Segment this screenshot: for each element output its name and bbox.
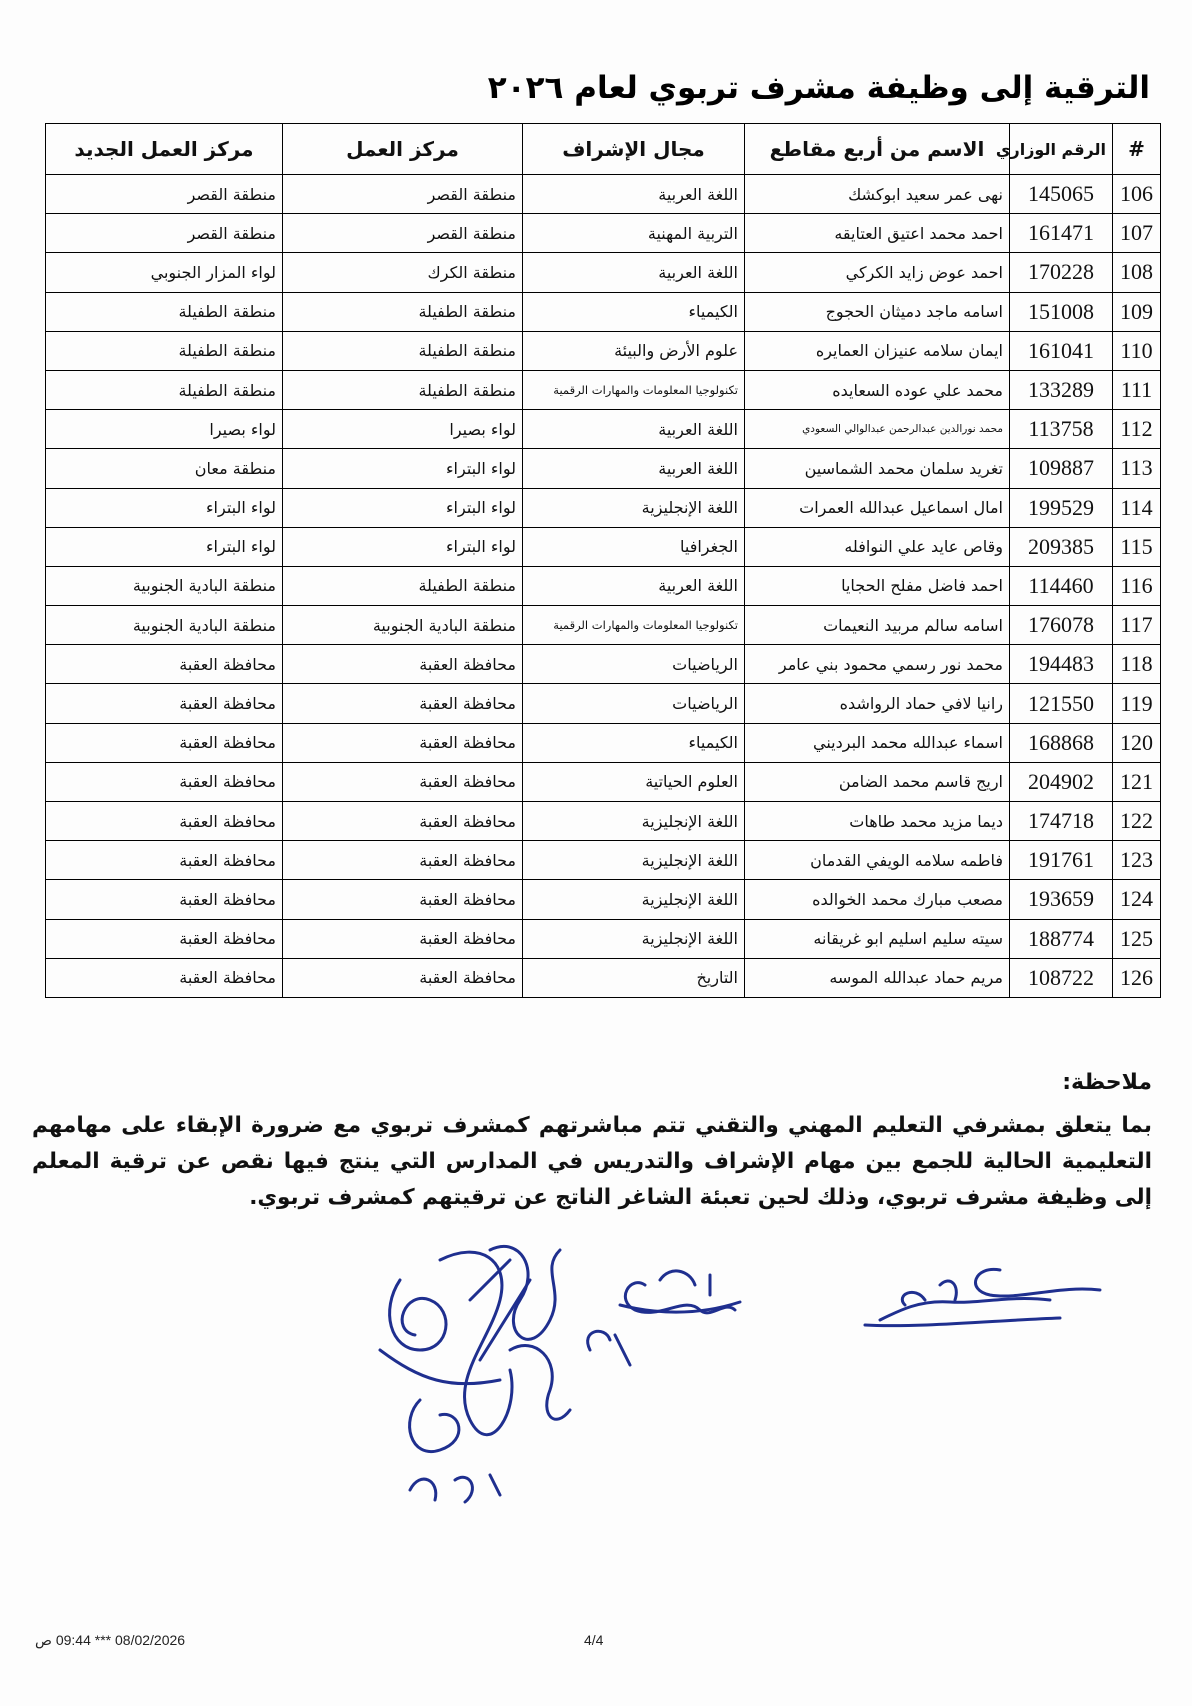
column-header-ministry-id: الرقم الوزاري — [1010, 124, 1113, 175]
table-row — [46, 253, 1161, 292]
cell-supervision-field: الكيمياء — [523, 723, 745, 762]
cell-work-center: منطقة البادية الجنوبية — [283, 606, 523, 645]
cell-ministry-id: 145065 — [1010, 175, 1113, 214]
cell-employee-name: اسماء عبدالله محمد البرديني — [745, 723, 1010, 762]
cell-employee-name: محمد نورالدين عبدالرحمن عبدالوالي السعودي — [745, 410, 1010, 449]
cell-row-index: 114 — [1113, 488, 1161, 527]
cell-row-index: 109 — [1113, 292, 1161, 331]
table-row — [46, 919, 1161, 958]
cell-supervision-field: اللغة الإنجليزية — [523, 802, 745, 841]
cell-supervision-field: الجغرافيا — [523, 527, 745, 566]
cell-new-work-center: محافظة العقبة — [46, 762, 283, 801]
cell-supervision-field: اللغة العربية — [523, 410, 745, 449]
cell-new-work-center: منطقة القصر — [46, 214, 283, 253]
cell-supervision-field: اللغة العربية — [523, 449, 745, 488]
table-row — [46, 449, 1161, 488]
cell-new-work-center: لواء البتراء — [46, 488, 283, 527]
column-header-name: الاسم من أربع مقاطع — [745, 124, 1010, 175]
cell-ministry-id: 161471 — [1010, 214, 1113, 253]
cell-new-work-center: منطقة الطفيلة — [46, 370, 283, 409]
table-row — [46, 410, 1161, 449]
cell-employee-name: سيته سليم اسليم ابو غريقانه — [745, 919, 1010, 958]
table-row — [46, 684, 1161, 723]
cell-new-work-center: منطقة الطفيلة — [46, 292, 283, 331]
cell-row-index: 111 — [1113, 370, 1161, 409]
cell-new-work-center: محافظة العقبة — [46, 841, 283, 880]
table-row — [46, 566, 1161, 605]
table-row — [46, 802, 1161, 841]
signature-2 — [620, 1271, 740, 1313]
footer-page-number: 4/4 — [584, 1632, 604, 1648]
cell-ministry-id: 199529 — [1010, 488, 1113, 527]
cell-work-center: منطقة الطفيلة — [283, 331, 523, 370]
cell-supervision-field: علوم الأرض والبيئة — [523, 331, 745, 370]
cell-new-work-center: لواء المزار الجنوبي — [46, 253, 283, 292]
cell-row-index: 122 — [1113, 802, 1161, 841]
cell-work-center: لواء البتراء — [283, 488, 523, 527]
cell-new-work-center: لواء بصيرا — [46, 410, 283, 449]
table-row — [46, 214, 1161, 253]
cell-work-center: لواء البتراء — [283, 449, 523, 488]
cell-employee-name: رانيا لافي حماد الرواشده — [745, 684, 1010, 723]
cell-ministry-id: 161041 — [1010, 331, 1113, 370]
cell-supervision-field: اللغة العربية — [523, 566, 745, 605]
cell-employee-name: فاطمه سلامه الويفي القدمان — [745, 841, 1010, 880]
table-row — [46, 292, 1161, 331]
cell-ministry-id: 133289 — [1010, 370, 1113, 409]
footer-datetime: 08/02/2026 *** 09:44 ص — [35, 1632, 186, 1648]
cell-employee-name: امال اسماعيل عبدالله العمرات — [745, 488, 1010, 527]
signatures — [360, 1240, 1120, 1540]
cell-row-index: 124 — [1113, 880, 1161, 919]
cell-new-work-center: منطقة معان — [46, 449, 283, 488]
cell-work-center: محافظة العقبة — [283, 841, 523, 880]
cell-ministry-id: 109887 — [1010, 449, 1113, 488]
cell-supervision-field: تكنولوجيا المعلومات والمهارات الرقمية — [523, 370, 745, 409]
cell-row-index: 107 — [1113, 214, 1161, 253]
cell-employee-name: ايمان سلامه عنيزان العمايره — [745, 331, 1010, 370]
table-row — [46, 175, 1161, 214]
cell-work-center: منطقة الطفيلة — [283, 566, 523, 605]
cell-row-index: 116 — [1113, 566, 1161, 605]
cell-ministry-id: 191761 — [1010, 841, 1113, 880]
table-row — [46, 488, 1161, 527]
column-header-work-center: مركز العمل — [283, 124, 523, 175]
cell-supervision-field: اللغة الإنجليزية — [523, 919, 745, 958]
cell-ministry-id: 174718 — [1010, 802, 1113, 841]
signature-3 — [865, 1269, 1100, 1325]
note-text: بما يتعلق بمشرفي التعليم المهني والتقني تتم مباشرتهم كمشرف تربوي مع ضرورة الإبقاء على مهامهم التعليمية الحالية للجمع بين مهام الإشراف والتدريس في المدارس التي ينتج فيها نقص عن ترقية المعلم إلى وظيفة مشرف تربوي، وذلك لحين تعبئة الشاغر الناتج عن ترقيتهم كمشرف تربوي. — [32, 1113, 1152, 1210]
table-body — [46, 175, 1161, 998]
table-row — [46, 958, 1161, 997]
cell-supervision-field: الرياضيات — [523, 645, 745, 684]
cell-row-index: 123 — [1113, 841, 1161, 880]
cell-ministry-id: 108722 — [1010, 958, 1113, 997]
cell-supervision-field: الرياضيات — [523, 684, 745, 723]
cell-work-center: محافظة العقبة — [283, 880, 523, 919]
table-row — [46, 606, 1161, 645]
cell-new-work-center: منطقة البادية الجنوبية — [46, 606, 283, 645]
cell-ministry-id: 194483 — [1010, 645, 1113, 684]
cell-ministry-id: 151008 — [1010, 292, 1113, 331]
cell-supervision-field: اللغة الإنجليزية — [523, 488, 745, 527]
cell-work-center: لواء البتراء — [283, 527, 523, 566]
cell-work-center: محافظة العقبة — [283, 684, 523, 723]
cell-row-index: 125 — [1113, 919, 1161, 958]
cell-new-work-center: محافظة العقبة — [46, 880, 283, 919]
cell-row-index: 117 — [1113, 606, 1161, 645]
cell-supervision-field: اللغة الإنجليزية — [523, 841, 745, 880]
table-row — [46, 527, 1161, 566]
cell-ministry-id: 113758 — [1010, 410, 1113, 449]
table-row — [46, 370, 1161, 409]
column-header-new-work-center: مركز العمل الجديد — [46, 124, 283, 175]
cell-employee-name: احمد عوض زايد الكركي — [745, 253, 1010, 292]
cell-work-center: منطقة الطفيلة — [283, 292, 523, 331]
cell-work-center: محافظة العقبة — [283, 958, 523, 997]
cell-employee-name: محمد نور رسمي محمود بني عامر — [745, 645, 1010, 684]
cell-row-index: 119 — [1113, 684, 1161, 723]
cell-supervision-field: تكنولوجيا المعلومات والمهارات الرقمية — [523, 606, 745, 645]
cell-employee-name: احمد فاضل مفلح الحجايا — [745, 566, 1010, 605]
cell-supervision-field: التربية المهنية — [523, 214, 745, 253]
cell-new-work-center: محافظة العقبة — [46, 919, 283, 958]
cell-employee-name: محمد علي عوده السعايده — [745, 370, 1010, 409]
column-header-supervision-field: مجال الإشراف — [523, 124, 745, 175]
cell-work-center: لواء بصيرا — [283, 410, 523, 449]
promotion-table — [45, 123, 1161, 998]
cell-row-index: 121 — [1113, 762, 1161, 801]
cell-work-center: محافظة العقبة — [283, 645, 523, 684]
cell-ministry-id: 204902 — [1010, 762, 1113, 801]
cell-new-work-center: محافظة العقبة — [46, 684, 283, 723]
cell-row-index: 118 — [1113, 645, 1161, 684]
cell-employee-name: مصعب مبارك محمد الخوالده — [745, 880, 1010, 919]
cell-work-center: محافظة العقبة — [283, 723, 523, 762]
table-row — [46, 880, 1161, 919]
cell-row-index: 120 — [1113, 723, 1161, 762]
cell-new-work-center: منطقة البادية الجنوبية — [46, 566, 283, 605]
cell-supervision-field: العلوم الحياتية — [523, 762, 745, 801]
cell-new-work-center: محافظة العقبة — [46, 958, 283, 997]
cell-ministry-id: 170228 — [1010, 253, 1113, 292]
table-row — [46, 723, 1161, 762]
cell-new-work-center: محافظة العقبة — [46, 723, 283, 762]
cell-employee-name: احمد محمد اعتيق العتايقه — [745, 214, 1010, 253]
cell-ministry-id: 114460 — [1010, 566, 1113, 605]
cell-row-index: 110 — [1113, 331, 1161, 370]
cell-employee-name: اسامه سالم مربيد النعيمات — [745, 606, 1010, 645]
cell-ministry-id: 193659 — [1010, 880, 1113, 919]
table-row — [46, 762, 1161, 801]
cell-employee-name: تغريد سلمان محمد الشماسين — [745, 449, 1010, 488]
cell-work-center: محافظة العقبة — [283, 919, 523, 958]
cell-ministry-id: 121550 — [1010, 684, 1113, 723]
cell-new-work-center: منطقة الطفيلة — [46, 331, 283, 370]
cell-ministry-id: 176078 — [1010, 606, 1113, 645]
cell-work-center: منطقة الطفيلة — [283, 370, 523, 409]
cell-supervision-field: اللغة الإنجليزية — [523, 880, 745, 919]
signature-1 — [380, 1246, 630, 1502]
cell-ministry-id: 168868 — [1010, 723, 1113, 762]
cell-employee-name: ديما مزيد محمد طاهات — [745, 802, 1010, 841]
cell-work-center: محافظة العقبة — [283, 762, 523, 801]
column-header-index: # — [1113, 124, 1161, 175]
cell-employee-name: نهى عمر سعيد ابوكشك — [745, 175, 1010, 214]
cell-ministry-id: 188774 — [1010, 919, 1113, 958]
cell-employee-name: وقاص عايد علي النوافله — [745, 527, 1010, 566]
cell-row-index: 126 — [1113, 958, 1161, 997]
cell-employee-name: مريم حماد عبدالله الموسه — [745, 958, 1010, 997]
cell-row-index: 106 — [1113, 175, 1161, 214]
table-row — [46, 331, 1161, 370]
cell-row-index: 112 — [1113, 410, 1161, 449]
cell-row-index: 115 — [1113, 527, 1161, 566]
cell-new-work-center: منطقة القصر — [46, 175, 283, 214]
cell-row-index: 113 — [1113, 449, 1161, 488]
cell-employee-name: اريج قاسم محمد الضامن — [745, 762, 1010, 801]
cell-employee-name: اسامه ماجد دميثان الحجوج — [745, 292, 1010, 331]
cell-new-work-center: محافظة العقبة — [46, 645, 283, 684]
cell-row-index: 108 — [1113, 253, 1161, 292]
cell-supervision-field: اللغة العربية — [523, 175, 745, 214]
cell-supervision-field: التاريخ — [523, 958, 745, 997]
table-row — [46, 841, 1161, 880]
cell-work-center: منطقة الكرك — [283, 253, 523, 292]
cell-new-work-center: لواء البتراء — [46, 527, 283, 566]
cell-ministry-id: 209385 — [1010, 527, 1113, 566]
table-header-row — [46, 124, 1161, 175]
cell-work-center: محافظة العقبة — [283, 802, 523, 841]
cell-work-center: منطقة القصر — [283, 214, 523, 253]
cell-new-work-center: محافظة العقبة — [46, 802, 283, 841]
note-heading: ملاحظة: — [1062, 1070, 1152, 1095]
table-row — [46, 645, 1161, 684]
document-title: الترقية إلى وظيفة مشرف تربوي لعام ٢٠٢٦ — [487, 70, 1150, 106]
cell-supervision-field: الكيمياء — [523, 292, 745, 331]
cell-work-center: منطقة القصر — [283, 175, 523, 214]
cell-supervision-field: اللغة العربية — [523, 253, 745, 292]
